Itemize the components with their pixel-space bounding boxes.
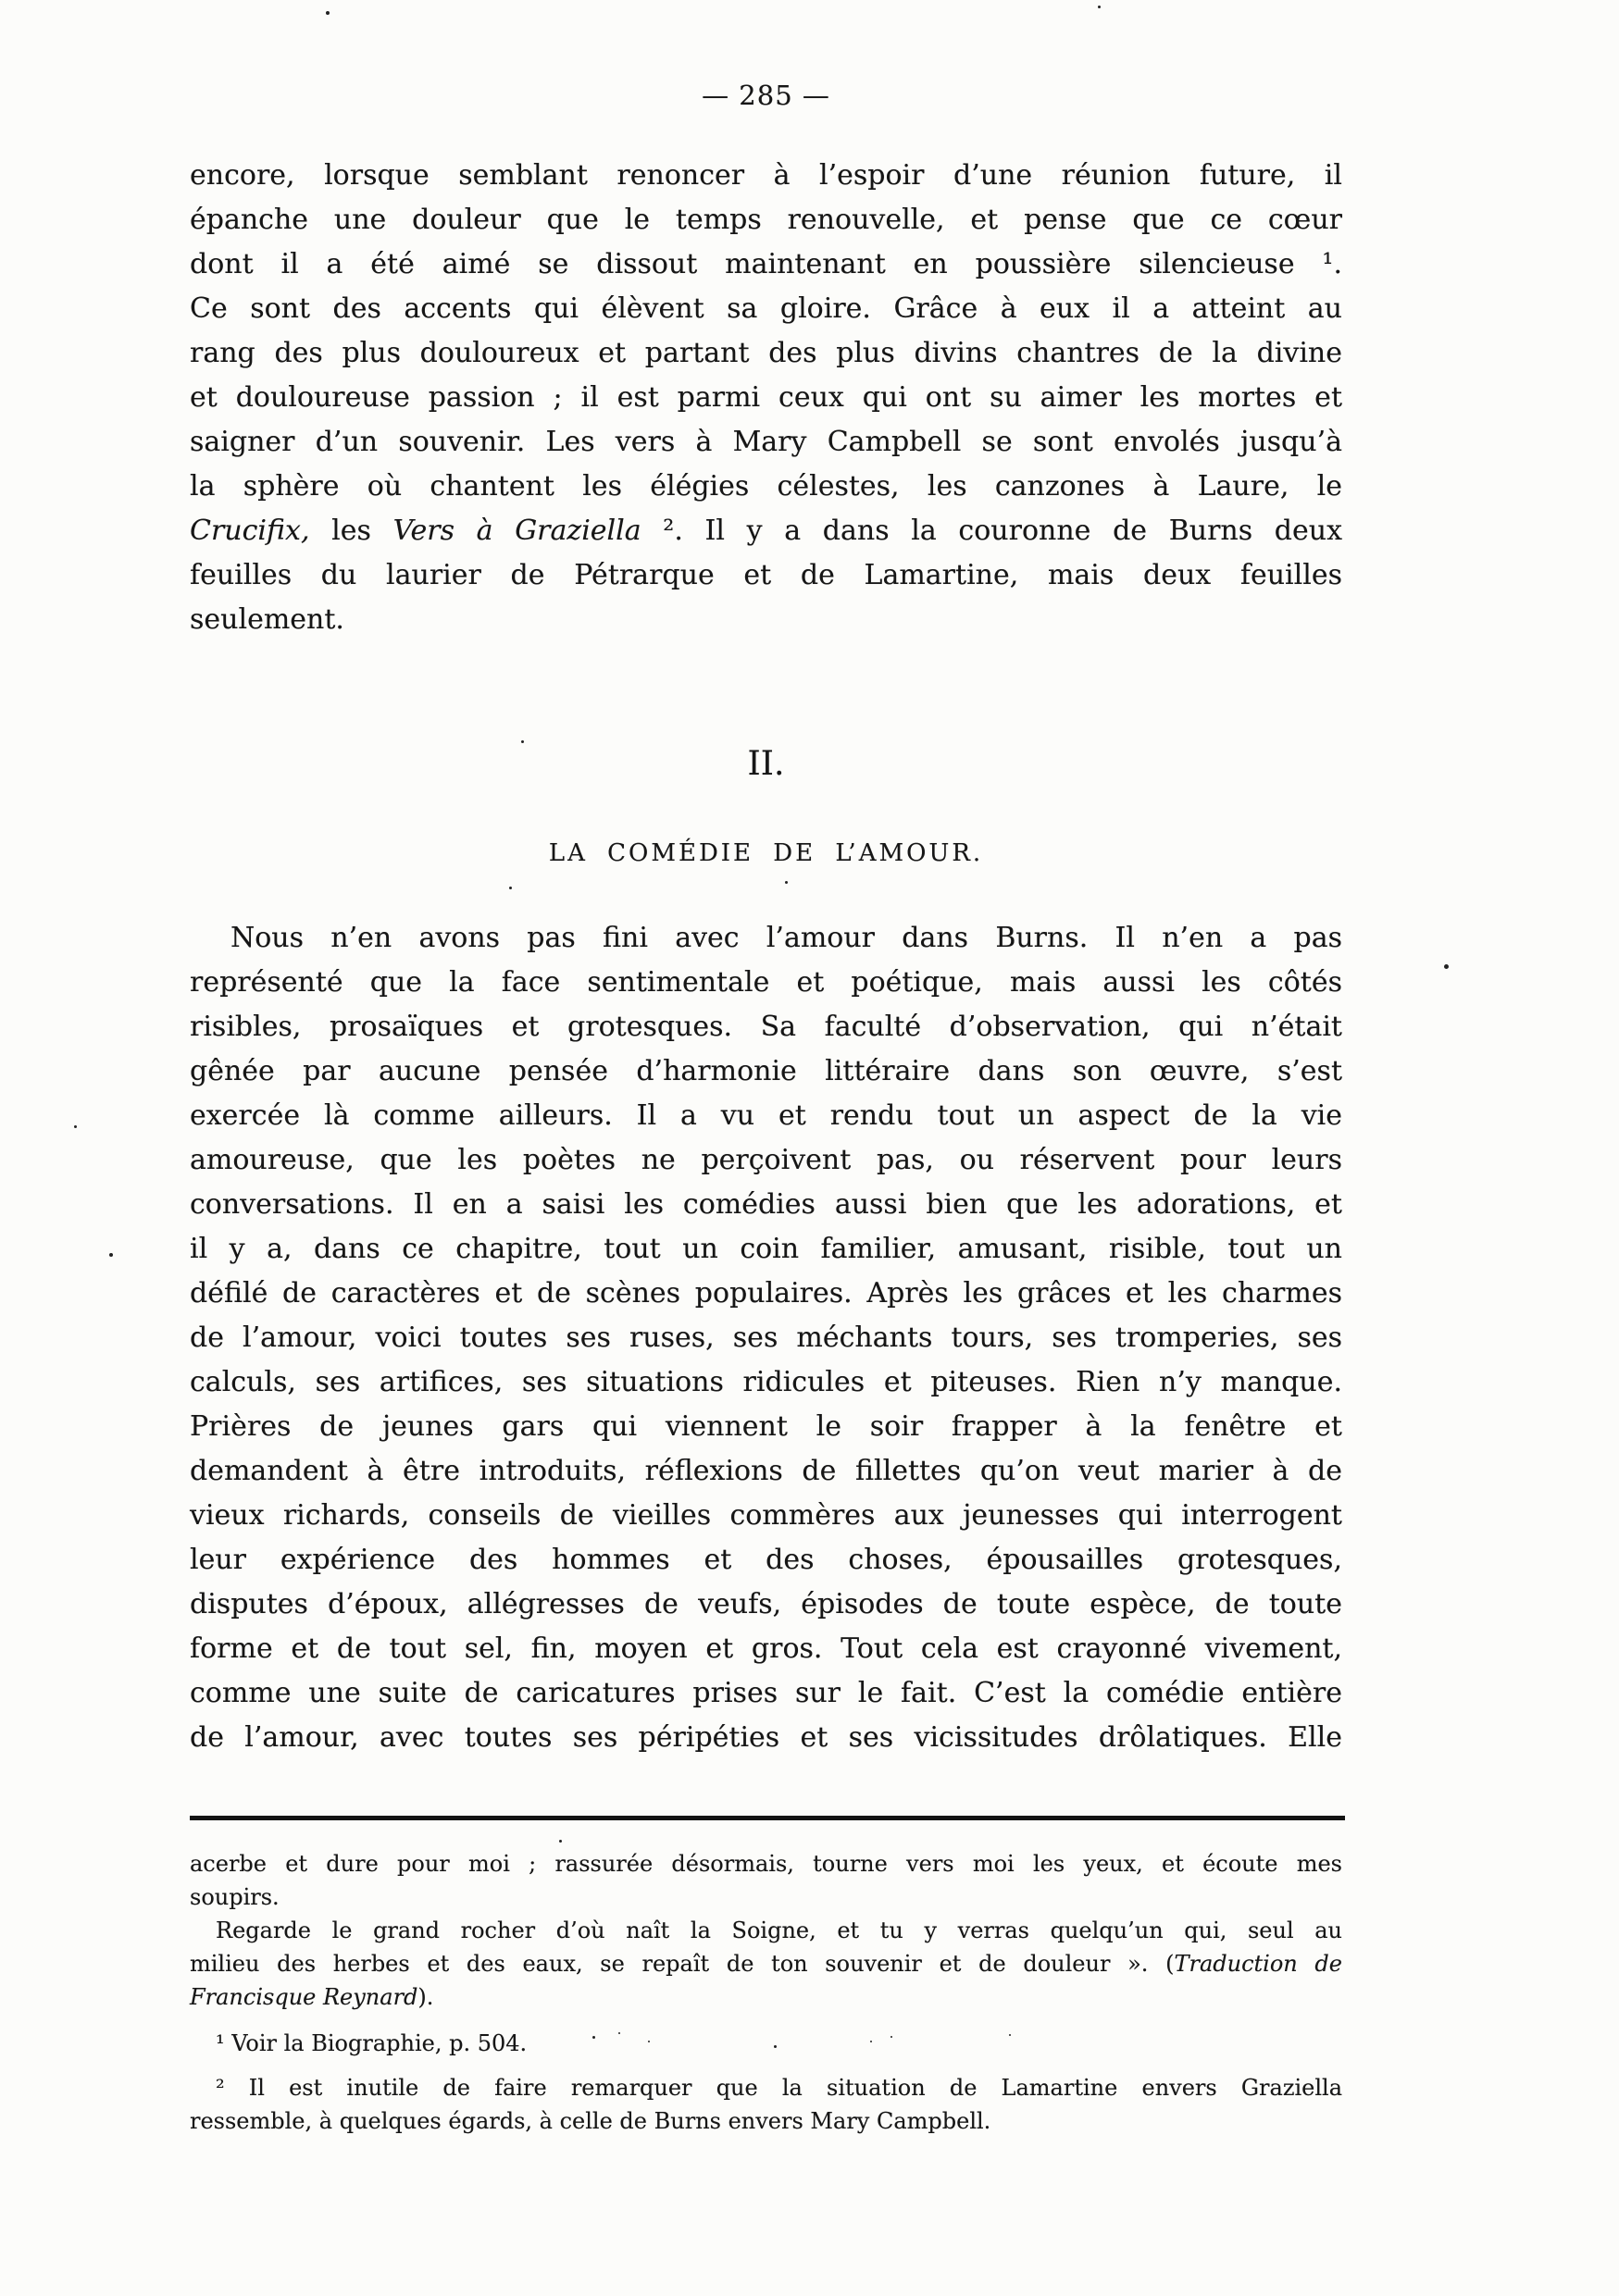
text-line: gênée par aucune pensée d’harmonie littéraire dans son œuvre, s’est [190,1055,1342,1087]
text-line: milieu des herbes et des eaux, se repaît de ton souvenir et de douleur ». (Traduction de [190,1951,1342,1977]
text-line: représenté que la face sentimentale et poétique, mais aussi les côtés [190,966,1342,999]
ink-speck [774,2045,777,2048]
text-line: soupirs. [190,1884,280,1910]
text-line: la sphère où chantent les élégies célestes, les canzones à Laure, le [190,470,1342,503]
ink-speck [109,1253,113,1257]
page-number: — 285 — [702,80,830,111]
text-line: leur expérience des hommes et des choses, épousailles grotesques, [190,1544,1342,1576]
footnote-block [190,1914,1342,2014]
ink-speck [592,2036,595,2039]
text-line: de l’amour, voici toutes ses ruses, ses méchants tours, ses tromperies, ses [190,1322,1342,1354]
ink-speck [559,1840,562,1843]
ink-speck [74,1125,77,1128]
text-line: vieux richards, conseils de vieilles commères aux jeunesses qui interrogent [190,1499,1342,1532]
footnote-block [190,1847,1342,1914]
ink-speck [1098,6,1101,8]
italic-text: Francisque Reynard [190,1984,418,2010]
ink-speck [785,881,788,884]
italic-text: Traduction de [1174,1951,1342,1977]
text-line: demandent à être introduits, réflexions de fillettes qu’on veut marier à de [190,1455,1342,1487]
ink-speck [1009,2034,1011,2036]
text-line: Crucifix, les Vers à Graziella ². Il y a dans la couronne de Burns deux [190,515,1342,547]
text-line: et douloureuse passion ; il est parmi ceux qui ont su aimer les mortes et [190,381,1342,414]
text-line: Prières de jeunes gars qui viennent le soir frapper à la fenêtre et [190,1410,1342,1443]
footnote-block [190,2071,1342,2138]
text-line: ¹ Voir la Biographie, p. 504. [216,2030,528,2056]
italic-text: Vers à Graziella [392,515,641,547]
text-line: feuilles du laurier de Pétrarque et de Lamartine, mais deux feuilles [190,559,1342,591]
paragraph-2 [190,916,1342,1760]
text-line: il y a, dans ce chapitre, tout un coin familier, amusant, risible, tout un [190,1233,1342,1265]
section-numeral: II. [747,745,785,783]
text-line: rang des plus douloureux et partant des plus divins chantres de la divine [190,337,1342,369]
text-line: Francisque Reynard). [190,1984,434,2010]
paragraph-1 [190,154,1342,642]
text-line: encore, lorsque semblant renoncer à l’espoir d’une réunion future, il [190,159,1342,192]
ink-speck [890,2036,892,2038]
text-line: défilé de caractères et de scènes populaires. Après les grâces et les charmes [190,1277,1342,1309]
text-line: comme une suite de caricatures prises sur le fait. C’est la comédie entière [190,1677,1342,1709]
text-line: exercée là comme ailleurs. Il a vu et rendu tout un aspect de la vie [190,1099,1342,1132]
ink-speck [870,2041,872,2042]
ink-speck [326,11,330,15]
text-line: ² Il est inutile de faire remarquer que la situation de Lamartine envers Graziella [216,2075,1342,2101]
text-line: seulement. [190,603,344,636]
footnote-block [190,2027,1342,2060]
ink-speck [1444,964,1449,969]
text-line: amoureuse, que les poètes ne perçoivent pas, ou réservent pour leurs [190,1144,1342,1176]
ink-speck [618,2032,620,2034]
text-line: de l’amour, avec toutes ses péripéties et ses vicissitudes drôlatiques. Elle [190,1721,1342,1754]
ink-speck [521,740,524,743]
text-line: forme et de tout sel, fin, moyen et gros. Tout cela est crayonné vivement, [190,1632,1342,1665]
text-line: épanche une douleur que le temps renouvelle, et pense que ce cœur [190,204,1342,236]
footnote-rule [190,1816,1345,1820]
text-line: Ce sont des accents qui élèvent sa gloire. Grâce à eux il a atteint au [190,292,1342,325]
text-line: disputes d’époux, allégresses de veufs, épisodes de toute espèce, de toute [190,1588,1342,1620]
footnotes [190,1847,1342,2138]
text-line: Nous n’en avons pas fini avec l’amour dans Burns. Il n’en a pas [230,922,1342,954]
italic-text: Crucifix, [190,515,310,547]
ink-speck [648,2041,650,2042]
section-subtitle: LA COMÉDIE DE L’AMOUR. [548,839,984,867]
text-line: Regarde le grand rocher d’où naît la Soigne, et tu y verras quelqu’un qui, seul au [216,1917,1342,1943]
text-line: risibles, prosaïques et grotesques. Sa faculté d’observation, qui n’était [190,1011,1342,1043]
text-line: calculs, ses artifices, ses situations ridicules et piteuses. Rien n’y manque. [190,1366,1342,1398]
text-line: saigner d’un souvenir. Les vers à Mary Campbell se sont envolés jusqu’à [190,426,1342,458]
ink-speck [509,887,512,889]
text-line: dont il a été aimé se dissout maintenant en poussière silencieuse ¹. [190,248,1342,280]
text-line: acerbe et dure pour moi ; rassurée désormais, tourne vers moi les yeux, et écoute mes [190,1851,1342,1877]
text-line: ressemble, à quelques égards, à celle de Burns envers Mary Campbell. [190,2108,991,2134]
text-line: conversations. Il en a saisi les comédies aussi bien que les adorations, et [190,1188,1342,1221]
